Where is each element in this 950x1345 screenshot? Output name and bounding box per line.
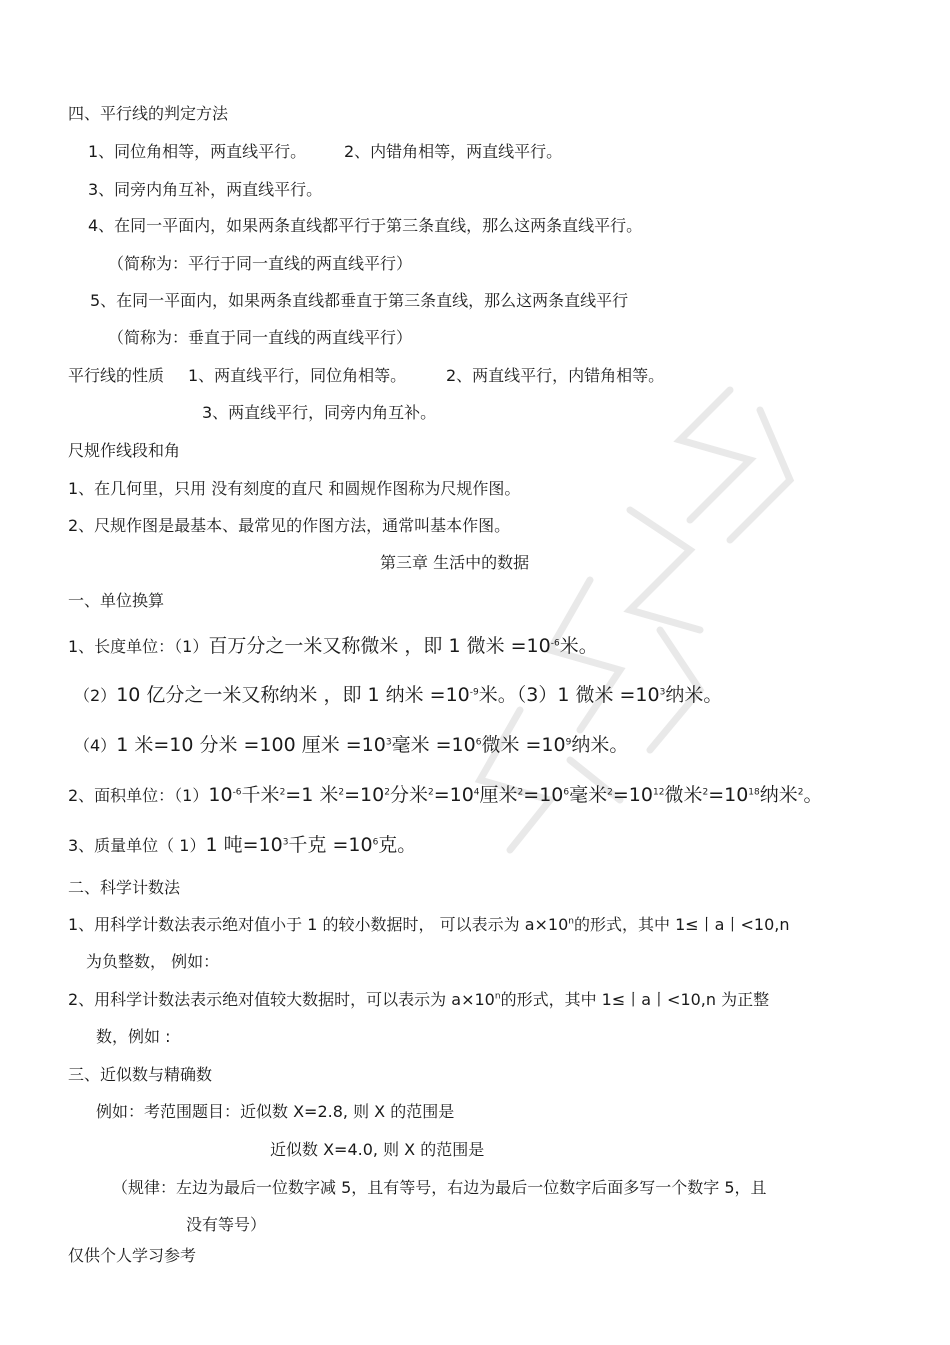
text-line: （2）10 亿分之一米又称纳米 ，即 1 纳米 $=10^{-9}$米。（3）1 微米 $=10^3$纳米。 xyxy=(74,684,723,706)
text-line: 1、同位角相等，两直线平行。 xyxy=(88,142,307,161)
text-line: 1、两直线平行，同位角相等。 xyxy=(188,366,407,385)
note-line: 没有等号） xyxy=(186,1215,267,1234)
text-line: 为负整数， 例如： xyxy=(86,952,220,971)
chapter-title: 第三章 生活中的数据 xyxy=(380,553,530,572)
footer-text: 仅供个人学习参考 xyxy=(68,1246,197,1265)
text-line: 1、在几何里，只用 没有刻度的直尺 和圆规作图称为尺规作图。 xyxy=(68,479,521,498)
text-line: 4、在同一平面内，如果两条直线都平行于第三条直线，那么这两条直线平行。 xyxy=(88,216,643,235)
text-line: 2、内错角相等，两直线平行。 xyxy=(344,142,563,161)
section-heading: 尺规作线段和角 xyxy=(68,441,181,460)
section-heading: 三、近似数与精确数 xyxy=(68,1065,213,1084)
text-line: 1、长度单位：（1）百万分之一米又称微米 ，即 1 微米 $=10^{-6}$米。 xyxy=(68,635,598,657)
text-line: 1、用科学计数法表示绝对值小于 1 的较小数据时， 可以表示为 $a\times 10^n$的形式，其中 1≤丨a丨<10,n xyxy=(68,915,790,934)
text-line: 例如：考范围题目：近似数 X=2.8, 则 X 的范围是 xyxy=(96,1102,455,1121)
note-line: （简称为：平行于同一直线的两直线平行） xyxy=(108,254,413,273)
text-line: 2、尺规作图是最基本、最常见的作图方法，通常叫基本作图。 xyxy=(68,516,511,535)
note-line: （规律：左边为最后一位数字减 5，且有等号，右边为最后一位数字后面多写一个数字 5，且 xyxy=(112,1178,767,1197)
section-heading: 二、科学计数法 xyxy=(68,878,181,897)
text-line: 5、在同一平面内，如果两条直线都垂直于第三条直线，那么这两条直线平行 xyxy=(90,291,629,310)
section-label: 平行线的性质 xyxy=(68,366,165,385)
text-line: 近似数 X=4.0, 则 X 的范围是 xyxy=(270,1140,485,1159)
section-heading: 四、平行线的判定方法 xyxy=(68,104,229,123)
text-line: 3、质量单位（ 1）1 吨$=10^3$千克 $=10^6$克。 xyxy=(68,834,417,856)
text-line: 2、面积单位：$(1)10^{-6}$千米$^2$=1 米$^2=10^2$分米$^2=10^4$厘米$^2=10^6$毫米$^2=10^{12}$微米$^2=10^{18}$纳米$^2$。 xyxy=(68,784,823,806)
text-line: 3、同旁内角互补，两直线平行。 xyxy=(88,180,323,199)
text-line: 3、两直线平行，同旁内角互补。 xyxy=(202,403,437,422)
section-heading: 一、单位换算 xyxy=(68,591,165,610)
text-line: 2、用科学计数法表示绝对值较大数据时，可以表示为 $a\times 10^n$的形式，其中 1≤丨a丨<10,n 为正整 xyxy=(68,990,770,1009)
note-line: （简称为：垂直于同一直线的两直线平行） xyxy=(108,328,413,347)
text-line: 2、两直线平行，内错角相等。 xyxy=(446,366,665,385)
text-line: 数，例如 : xyxy=(96,1027,171,1046)
text-line: （4）1 米=10 分米 =100 厘米 $=10^3$毫米 $=10^6$微米 $=10^9$纳米。 xyxy=(74,734,629,756)
